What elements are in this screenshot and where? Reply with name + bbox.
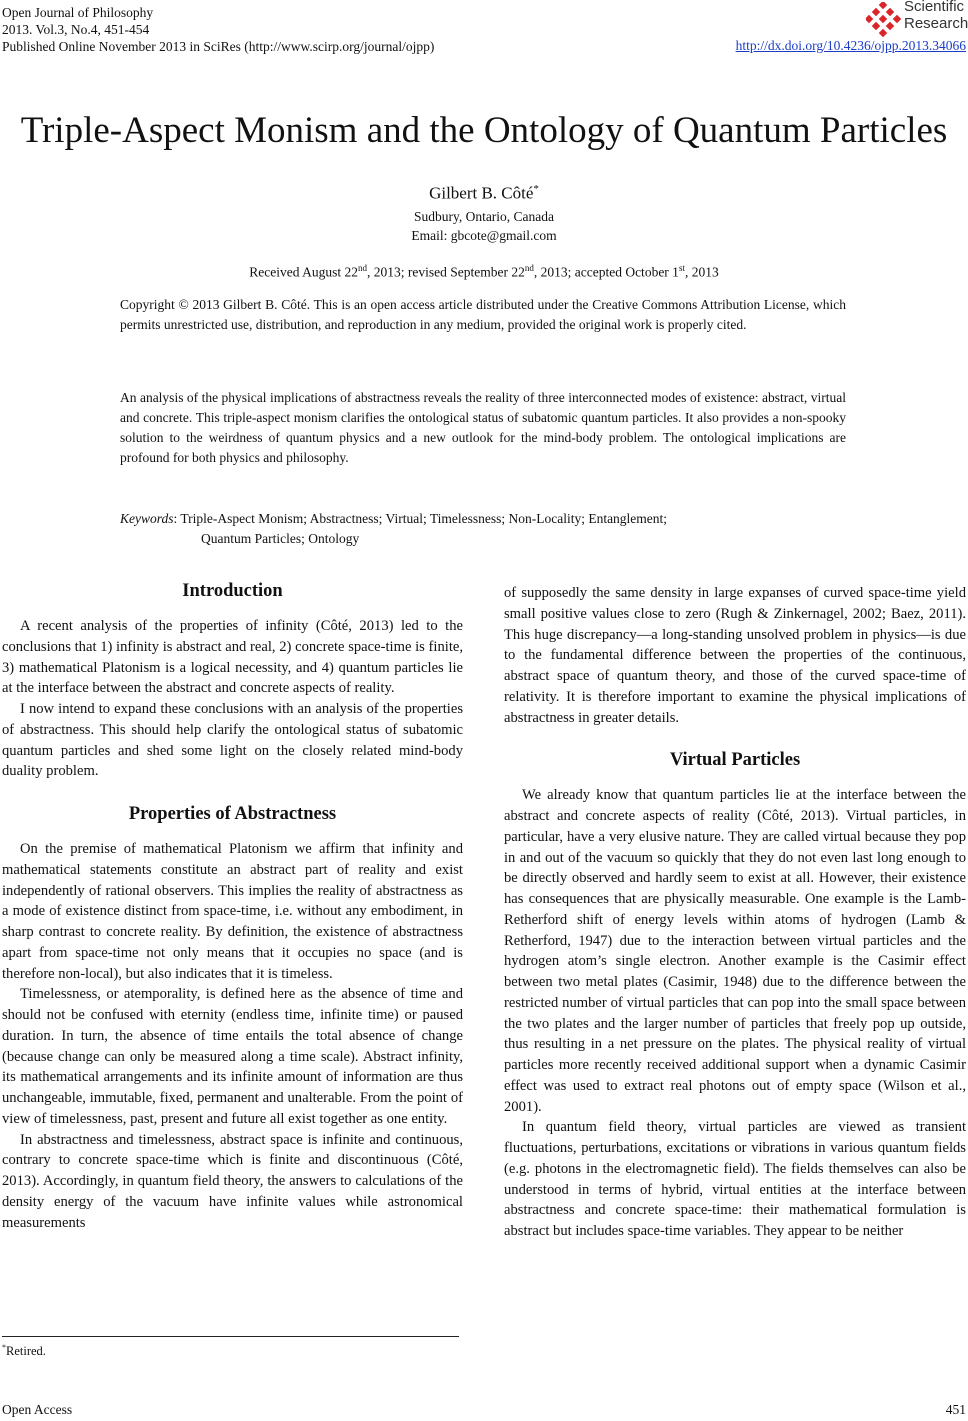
footnote-divider (2, 1336, 459, 1337)
paragraph: I now intend to expand these conclusions with an analysis of the properties of abstractness. This should help clarify the ontological status of subatomic quantum particles and shed some light on the closely related mind-body duality problem. (2, 701, 463, 780)
diamond-grid-icon (866, 2, 902, 38)
paragraph: In quantum field theory, virtual particles are viewed as transient fluctuations, perturbations, excitations or vibrations in various quantum fields (e.g. photons in the electromagnetic field). The fields themselves can also be understood in terms of hybrid, virtual entities at the interface between abstractness and concrete space-time: their mathematical formulation is abstract but includes space-time variables. They appear to be neither (504, 1119, 966, 1239)
received-date: Received August 22 (249, 264, 359, 280)
paragraph: A recent analysis of the properties of infinity (Côté, 2013) led to the conclusions that 1) infinity is abstract and real, 2) concrete space-time is finite, 3) mathematical Platonism is a logical necessity, and 4) quantum particles lie at the interface between the abstract and concrete aspects of reality. (2, 618, 463, 697)
author-name: Gilbert B. Côté (429, 183, 534, 203)
paragraph-continued: of supposedly the same density in large expanses of curved space-time yield small positive values close to zero (Rugh & Zinkernagel, 2002; Baez, 2011). This huge discrepancy—a long-standing unsolved problem in physics—is due to the fundamental difference between the properties of the continuous, abstract space of quantum theory, and those of the curved space-time of relativity. It is therefore important to examine the physical implications of abstractness in greater details. (504, 585, 966, 726)
ordinal-suffix: nd (358, 263, 368, 273)
journal-name: Open Journal of Philosophy (2, 5, 154, 20)
author-footnote-mark: * (533, 183, 539, 195)
section-heading-introduction: Introduction (182, 581, 283, 601)
publication-dates (0, 263, 968, 281)
keywords-label: Keywords (120, 511, 174, 526)
author-email: Email: gbcote@gmail.com (411, 228, 557, 243)
footnote-mark: * (2, 1343, 6, 1352)
accepted-year: , 2013 (684, 264, 719, 280)
paragraph: On the premise of mathematical Platonism we affirm that infinity and mathematical statements constitute an abstract part of reality and exist independently of rational observers. This implies the reality of abstractness as a mode of existence distinct from space-time, i.e. without any embodiment, in sharp contrast to concrete reality. By definition, the existence of abstractness apart from space-time not only means that it occupies no space (and is therefore non-local), but also indicates that it is timeless. (2, 841, 463, 982)
published-line: Published Online November 2013 in SciRes (http://www.scirp.org/journal/ojpp) (2, 39, 435, 54)
doi-link[interactable]: http://dx.doi.org/10.4236/ojpp.2013.34066 (735, 38, 966, 53)
footer-open-access: Open Access (2, 1402, 73, 1417)
page-number: 451 (945, 1402, 966, 1417)
accepted-date: , 2013; accepted October 1 (533, 264, 679, 280)
logo-text-scientific: Scientific (904, 0, 965, 15)
right-column (504, 583, 966, 1242)
author-line (0, 183, 968, 204)
keywords-line-1: Triple-Aspect Monism; Abstractness; Virtual; Timelessness; Non-Locality; Entanglement; (180, 511, 668, 526)
running-header (2, 4, 434, 55)
keywords-line-2: Quantum Particles; Ontology (201, 531, 360, 546)
section-heading-virtual-particles: Virtual Particles (669, 750, 801, 771)
revised-date: , 2013; revised September 22 (367, 264, 525, 280)
affiliation-block (0, 207, 968, 245)
affiliation: Sudbury, Ontario, Canada (413, 209, 555, 224)
keywords-block: Keywords: Triple-Aspect Monism; Abstractness; Virtual; Timelessness; Non-Locality; Entanglement; Quantum Particles; Ontology (120, 509, 846, 549)
logo-text-research: Research (904, 15, 968, 32)
left-column (2, 577, 463, 1233)
paper-title: Triple-Aspect Monism and the Ontology of Quantum Particles (20, 110, 948, 151)
paragraph: Timelessness, or atemporality, is defined here as the absence of time and should not be confused with eternity (endless time, infinite time) or paused duration. In turn, the absence of time entails the total absence of change (because change can only be measured along a time scale). Abstract infinity, its mathematical arrangements and its infinite amount of information are thus unchangeable, immutable, fixed, permanent and unalterable. From the point of view of timelessness, past, present and future all exist together as one entity. (2, 986, 463, 1127)
copyright-notice: Copyright © 2013 Gilbert B. Côté. This is an open access article distributed under the Creative Commons Attribution License, which permits unrestricted use, distribution, and reproduction in any medium, provided the original work is properly cited. (120, 297, 846, 332)
footnote (2, 1343, 46, 1359)
section-heading-properties: Properties of Abstractness (128, 804, 337, 824)
paragraph: We already know that quantum particles lie at the interface between the abstract and concrete aspects of reality (Côté, 2013). Virtual particles, in particular, have a very elusive nature. They are called virtual because they pop in and out of the vacuum so quickly that they do not even last long enough to be directly observed and hardly seem to exist at all. However, their existence has consequences that are physically measurable. One example is the Lamb-Retherford shift of energy levels within atoms of hydrogen (Lamb & Retherford, 1947) due to the interaction between virtual particles and the hydrogen atom’s single electron. Another example is the Casimir effect between two metal plates (Casimir, 1948) due to the difference between the restricted number of virtual particles that can pop into the small space between the two plates and the larger number of particles that freely pop up outside, thus resulting in a net pressure on the plates. The physical reality of virtual particles more recently received additional support when a dynamic Casimir effect was used to extract real photons out of empty space (Wilson et al., 2001). (504, 787, 966, 1115)
ordinal-suffix: nd (524, 263, 534, 273)
footnote-text: Retired. (6, 1344, 46, 1359)
paragraph: In abstractness and timelessness, abstract space is infinite and continuous, contrary to concrete space-time which is finite and discontinuous (Côté, 2013). Accordingly, in quantum field theory, the answers to calculations of the density energy of the vacuum have infinite values while astronomical measurements (2, 1131, 463, 1231)
journal-volume: 2013. Vol.3, No.4, 451-454 (2, 22, 150, 37)
abstract: An analysis of the physical implications of abstractness reveals the reality of three interconnected modes of existence: abstract, virtual and concrete. This triple-aspect monism clarifies the ontological status of subatomic quantum particles. It also provides a non-spooky solution to the weirdness of quantum physics and a new outlook for the mind-body problem. The ontological implications are profound for both physics and philosophy. (120, 390, 846, 465)
scientific-research-logo (866, 0, 968, 40)
ordinal-suffix: st (678, 263, 685, 273)
